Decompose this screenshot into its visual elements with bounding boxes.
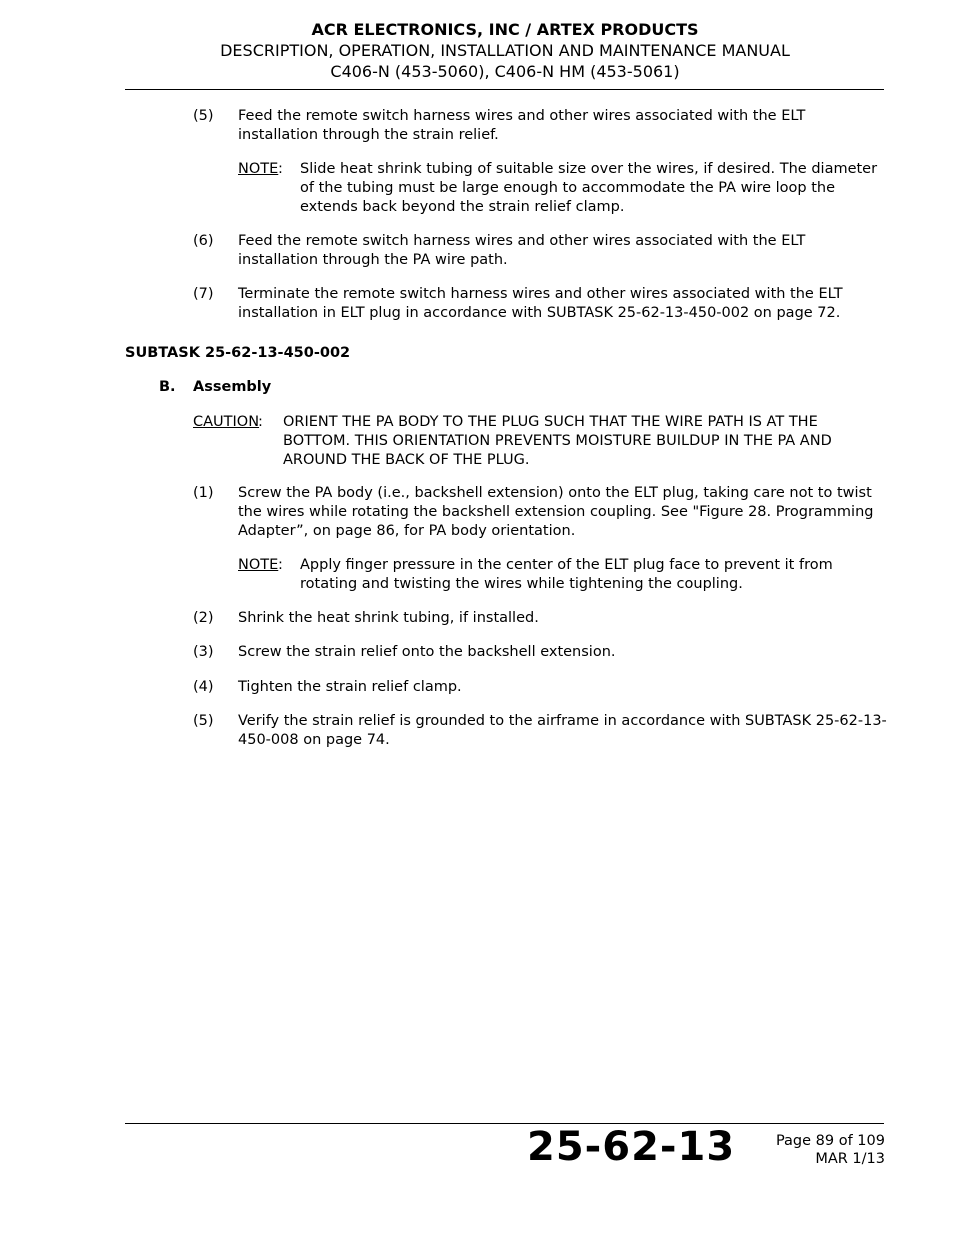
- note-text: Apply finger pressure in the center of the ELT plug face to prevent it from rotating and twisting the wires while tightening the coupling.: [300, 557, 833, 592]
- note-label: NOTE: [238, 161, 279, 177]
- step-text: Screw the strain relief onto the backshell extension.: [238, 644, 616, 660]
- subtask-heading: SUBTASK 25-62-13-450-002: [125, 345, 351, 361]
- note-colon: :: [278, 557, 283, 573]
- footer-rule: [125, 1123, 884, 1124]
- step-number: (5): [193, 713, 214, 729]
- caution-label: CAUTION: [193, 414, 260, 430]
- step-text: Feed the remote switch harness wires and other wires associated with the ELT installation through the PA wire path.: [238, 233, 806, 268]
- note-label: NOTE: [238, 557, 279, 573]
- footer-page-number: Page 89 of 109: [775, 1133, 885, 1149]
- step-number: (4): [193, 679, 214, 695]
- document-models: C406-N (453-5060), C406-N HM (453-5061): [330, 62, 680, 81]
- footer-chapter-code: 25-62-13: [527, 1124, 736, 1170]
- step-text: Terminate the remote switch harness wires and other wires associated with the ELT installation in ELT plug in accordance with SUBTASK 25-62-13-450-002 on page 72.: [238, 286, 843, 321]
- step-text: Verify the strain relief is grounded to the airframe in accordance with SUBTASK 25-62-13-450-008 on page 74.: [238, 713, 887, 748]
- step-text: Tighten the strain relief clamp.: [238, 679, 462, 695]
- step-number: (5): [193, 108, 214, 124]
- step-number: (7): [193, 286, 214, 302]
- step-number: (3): [193, 644, 214, 660]
- step-text: Shrink the heat shrink tubing, if installed.: [238, 610, 539, 626]
- note-text: Slide heat shrink tubing of suitable size over the wires, if desired. The diameter of the tubing must be large enough to accommodate the PA wire loop the extends back beyond the strain relief clamp.: [300, 161, 878, 215]
- step-text: Feed the remote switch harness wires and other wires associated with the ELT installation through the strain relief.: [238, 108, 806, 143]
- step-number: (1): [193, 485, 214, 501]
- step-number: (2): [193, 610, 214, 626]
- header-rule: [125, 89, 884, 90]
- note-colon: :: [278, 161, 283, 177]
- document-company: ACR ELECTRONICS, INC / ARTEX PRODUCTS: [311, 20, 699, 39]
- step-number: (6): [193, 233, 214, 249]
- caution-colon: :: [258, 414, 263, 430]
- section-letter: B.: [159, 379, 176, 395]
- document-manual-title: DESCRIPTION, OPERATION, INSTALLATION AND MAINTENANCE MANUAL: [220, 41, 790, 60]
- footer-revision-date: MAR 1/13: [815, 1151, 885, 1167]
- section-title: Assembly: [193, 379, 272, 395]
- caution-text: ORIENT THE PA BODY TO THE PLUG SUCH THAT THE WIRE PATH IS AT THE BOTTOM. THIS ORIENTATION PREVENTS MOISTURE BUILDUP IN THE PA AND AROUND THE BACK OF THE PLUG.: [283, 414, 832, 468]
- step-text: Screw the PA body (i.e., backshell extension) onto the ELT plug, taking care not to twist the wires while rotating the backshell extension coupling. See "Figure 28. Programming Adapter”, on page 86, for PA body orientation.: [238, 485, 874, 539]
